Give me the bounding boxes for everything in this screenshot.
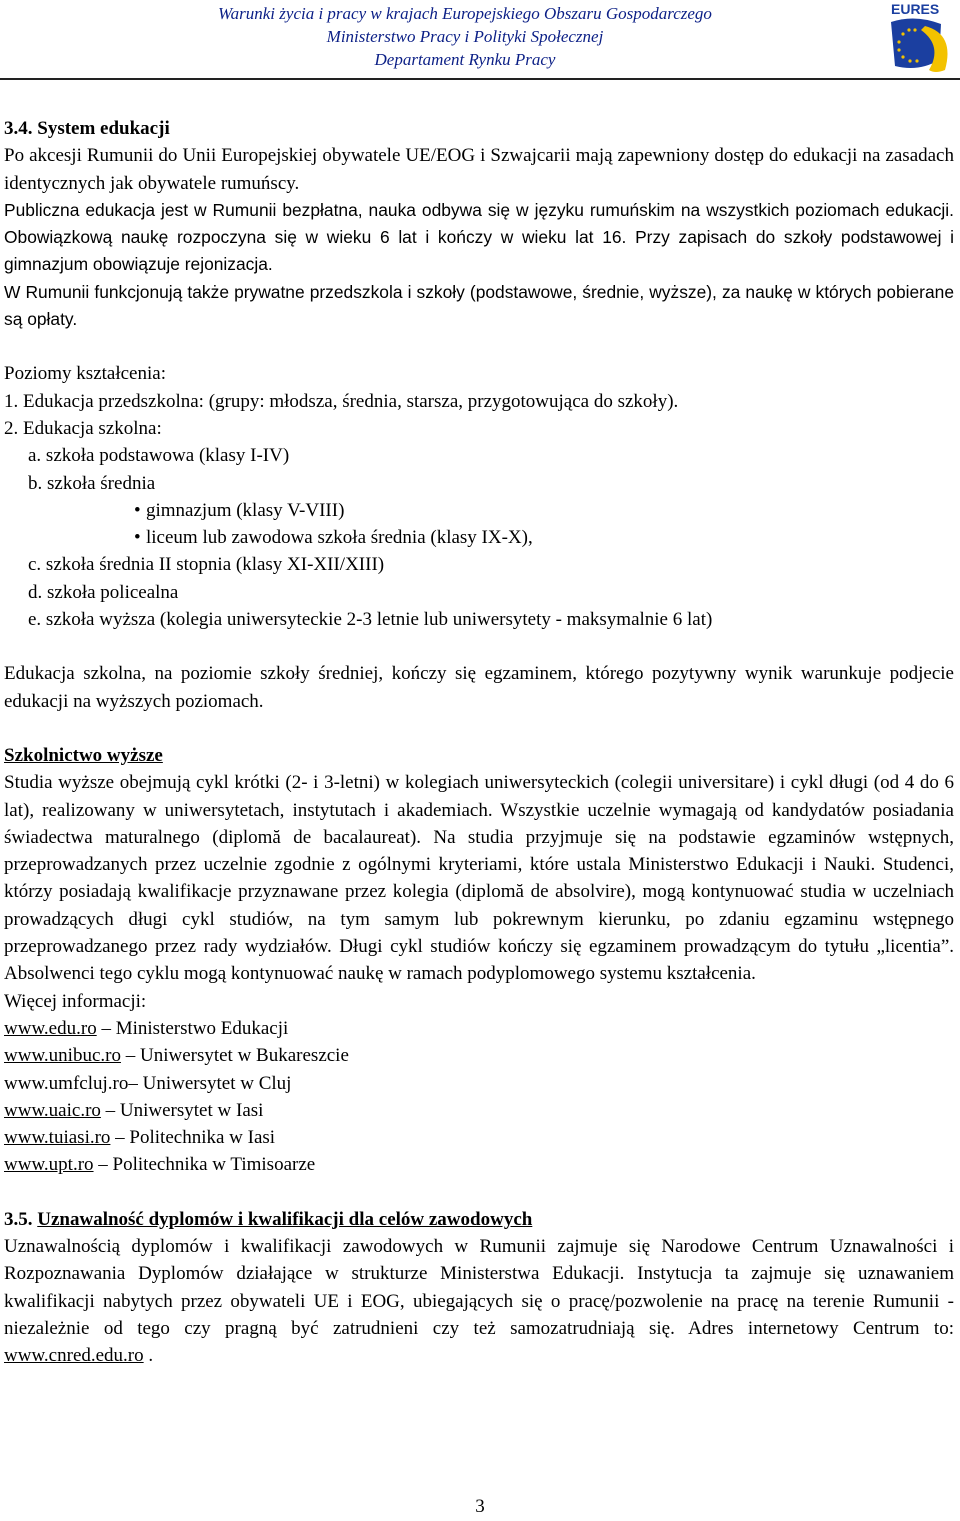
- link-cnred[interactable]: www.cnred.edu.ro: [4, 1345, 144, 1367]
- link-item: www.tuiasi.ro – Politechnika w Iasi: [4, 1127, 276, 1149]
- section-title-education: 3.4. System edukacji: [4, 118, 170, 139]
- level-2b-bullet-gymnasium: • gimnazjum (klasy V-VIII): [4, 497, 954, 524]
- document-body: [4, 115, 954, 1369]
- level-2d: d. szkoła policealna: [28, 581, 179, 603]
- link-item: www.umfcluj.ro– Uniwersytet w Cluj: [4, 1072, 292, 1094]
- level-1-preschool: 1. Edukacja przedszkolna: (grupy: młodsza, średnia, starsza, przygotowująca do szkoły).: [4, 390, 679, 412]
- section-title-recognition: 3.5. Uznawalność dyplomów i kwalifikacji dla celów zawodowych: [4, 1208, 533, 1230]
- header-divider: [0, 78, 960, 80]
- link-edu[interactable]: www.edu.ro: [4, 1017, 97, 1039]
- paragraph-secondary-exam: Edukacja szkolna, na poziomie szkoły średniej, kończy się egzaminem, którego pozytywny wynik warunkuje podjecie edukacji na wyższych poziomach.: [4, 663, 954, 712]
- header-title: Warunki życia i pracy w krajach Europejskiego Obszaru Gospodarczego: [218, 4, 712, 23]
- page-number: 3: [475, 1496, 485, 1517]
- link-tuiasi[interactable]: www.tuiasi.ro: [4, 1127, 111, 1149]
- eures-logo: [885, 0, 959, 76]
- level-2-school: 2. Edukacja szkolna:: [4, 417, 162, 439]
- link-item: www.edu.ro – Ministerstwo Edukacji: [4, 1017, 289, 1039]
- level-2c: c. szkoła średnia II stopnia (klasy XI-XII/XIII): [28, 554, 385, 576]
- header-ministry: Ministerstwo Pracy i Polityki Społecznej: [326, 27, 604, 46]
- levels-label: Poziomy kształcenia:: [4, 363, 166, 385]
- eures-logo-text: EURES: [891, 1, 940, 17]
- link-item: www.unibuc.ro – Uniwersytet w Bukareszcie: [4, 1045, 349, 1067]
- link-uaic[interactable]: www.uaic.ro: [4, 1099, 101, 1121]
- paragraph-accession: Po akcesji Rumunii do Unii Europejskiej obywatele UE/EOG i Szwajcarii mają zapewniony dostęp do edukacji na zasadach identycznych jak obywatele rumuńscy.: [4, 145, 954, 194]
- paragraph-recognition: Uznawalnością dyplomów i kwalifikacji zawodowych w Rumunii zajmuje się Narodowe Centrum Uznawalności i Rozpoznawania Dyplomów działające w strukturze Ministerstwa Edukacji. Instytucja ta zajmuje się uznawaniem kwalifikacji nabytych przez obywateli UE i EOG, ubiegających się o pracę/pozwolenie na pracę na terenie Rumunii - niezależnie od tego czy pragną być zatrudnieni czy też samozatrudniają się. Adres internetowy Centrum to: www.cnred.edu.ro .: [4, 1235, 954, 1367]
- link-unibuc[interactable]: www.unibuc.ro: [4, 1045, 121, 1067]
- level-2e: e. szkoła wyższa (kolegia uniwersyteckie 2-3 letnie lub uniwersytety - maksymalnie 6 lat): [28, 609, 713, 631]
- document-header: [120, 2, 810, 71]
- level-2b: b. szkoła średnia: [28, 472, 156, 494]
- header-department: Departament Rynku Pracy: [374, 50, 556, 69]
- level-2a: a. szkoła podstawowa (klasy I-IV): [28, 445, 290, 467]
- paragraph-higher-education: Studia wyższe obejmują cykl krótki (2- i 3-letni) w kolegiach uniwersyteckich (colegii universitare) i cykl długi (od 4 do 6 lat), realizowany w uniwersytetach, instytutach i akademiach. Wszystkie uczelnie wymagają od kandydatów posiadania świadectwa maturalnego (diplomă de bacalaureat). Na studia przyjmuje się na podstawie egzaminów wstępnych, przeprowadzanych przez uczelnie zgodnie z ogólnymi kryteriami, które ustala Ministerstwo Edukacji i Nauki. Studenci, którzy posiadają kwalifikacje przyznawane przez kolegia (diplomă de absolvire), mogą kontynuować studia w uczelniach prowadzących długi cykl studiów, na tym samym lub pokrewnym kierunku, po zdaniu egzaminu wstępnego przeprowadzanego przez rady wydziałów. Długi cykl studiów kończy się egzaminem prowadzącym do tytułu „licentia”. Absolwenci tego cyklu mogą kontynuować naukę w ramach podyplomowego systemu kształcenia.: [4, 772, 954, 985]
- paragraph-private-schools: W Rumunii funkcjonują także prywatne przedszkola i szkoły (podstawowe, średnie, wyższe), za naukę w których pobierane są opłaty.: [4, 281, 954, 330]
- link-umfcluj[interactable]: www.umfcluj.ro: [4, 1072, 129, 1094]
- link-item: www.uaic.ro – Uniwersytet w Iasi: [4, 1099, 264, 1121]
- link-upt[interactable]: www.upt.ro: [4, 1154, 94, 1176]
- links-list: [4, 1015, 954, 1179]
- paragraph-public-education: Publiczna edukacja jest w Rumunii bezpłatna, nauka odbywa się w języku rumuńskim na wszystkich poziomach edukacji. Obowiązkową naukę rozpoczyna się w wieku 6 lat i kończy w wieku lat 16. Przy zapisach do szkoły podstawowej i gimnazjum obowiązuje rejonizacja.: [4, 199, 954, 275]
- link-item: www.upt.ro – Politechnika w Timisoarze: [4, 1154, 316, 1176]
- more-info-label: Więcej informacji:: [4, 990, 147, 1012]
- section-title-higher-education: Szkolnictwo wyższe: [4, 744, 163, 766]
- level-2b-bullet-lyceum: • liceum lub zawodowa szkoła średnia (klasy IX-X),: [4, 524, 954, 551]
